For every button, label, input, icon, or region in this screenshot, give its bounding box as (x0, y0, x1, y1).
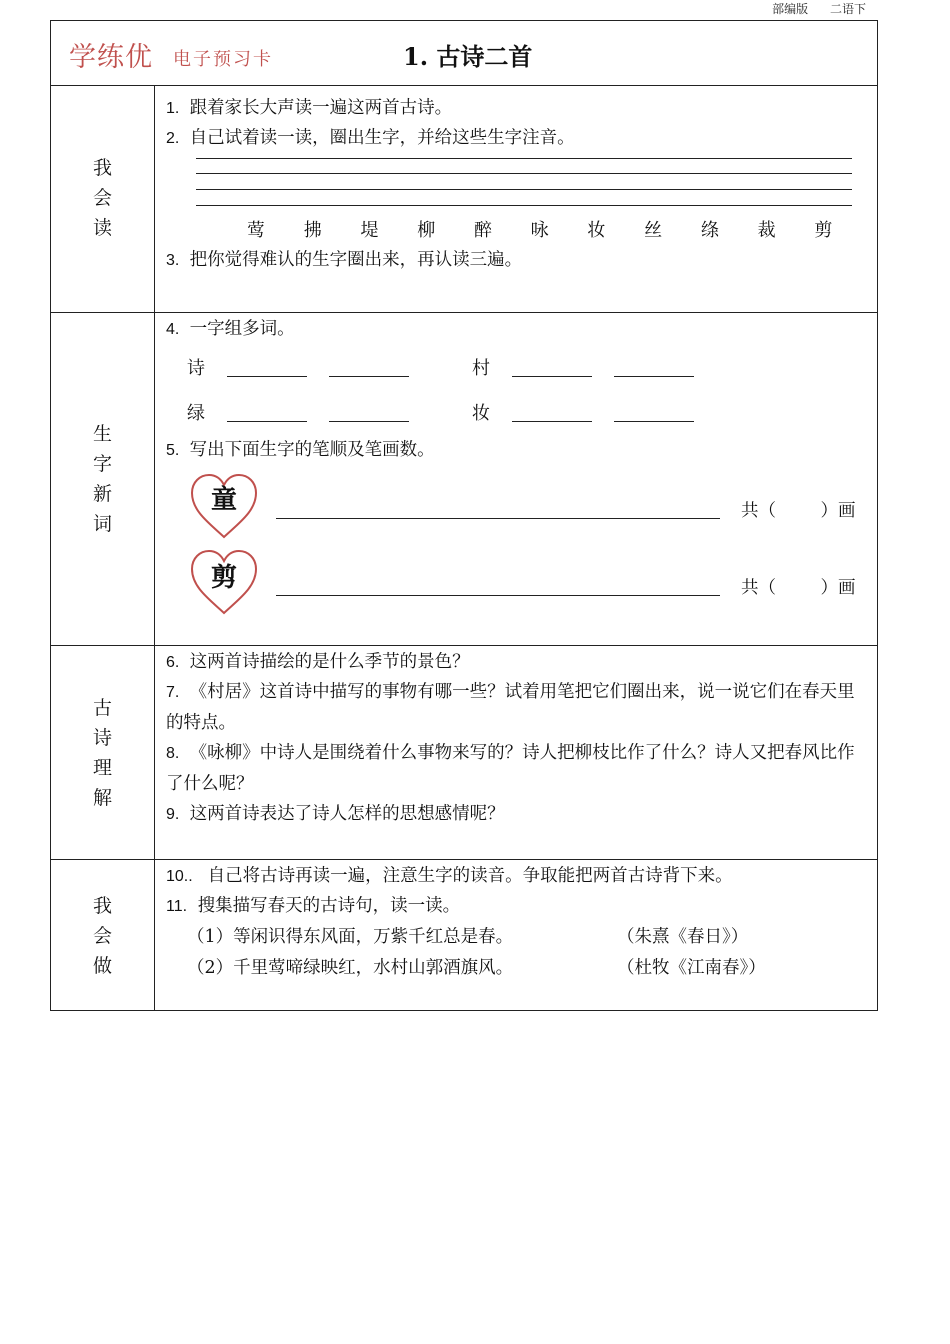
new-char: 绦 (700, 220, 719, 241)
answer-blank[interactable] (614, 376, 694, 377)
question-7: 7. 《村居》这首诗中描写的事物有哪一些？试着用笔把它们圈出来，说一说它们在春天里的特点。 (166, 682, 855, 733)
new-char: 莺 (247, 220, 265, 241)
question-6: 6. 这两首诗描绘的是什么季节的景色？ (166, 652, 470, 672)
new-characters (247, 216, 865, 242)
divider (51, 312, 877, 313)
poem-source: （杜牧《江南春》） (617, 958, 766, 978)
section-label-understand: 古 诗 理 解 (92, 697, 112, 809)
stroke-char: 童 (210, 485, 237, 515)
brand-subtitle: 电子预习卡 (173, 49, 273, 70)
question-10: 10.. 自己将古诗再读一遍，注意生字的读音。争取能把两首古诗背下来。 (166, 866, 733, 886)
question-9: 9. 这两首诗表达了诗人怎样的思想感情呢？ (166, 804, 505, 824)
new-char: 剪 (814, 220, 833, 241)
pinyin-line (196, 173, 852, 174)
word-char: 妆 (472, 403, 490, 424)
stroke-char: 剪 (210, 563, 237, 593)
poem-source: （朱熹《春日》） (617, 927, 749, 947)
stroke-count: 共（ ）画 (741, 501, 856, 521)
column-divider (154, 85, 155, 1010)
stroke-order-blank[interactable] (276, 518, 720, 519)
question-3: 3. 把你觉得难认的生字圈出来，再认读三遍。 (166, 250, 523, 270)
edition-label: 部编版 (772, 2, 809, 16)
new-char: 妆 (587, 220, 606, 241)
new-char: 咏 (530, 220, 549, 241)
stroke-count: 共（ ）画 (741, 578, 856, 598)
answer-blank[interactable] (227, 421, 307, 422)
new-char: 堤 (360, 220, 379, 241)
poem-line: （1）等闲识得东风面，万紫千红总是春。 (187, 927, 514, 947)
word-char: 诗 (187, 358, 205, 379)
new-char: 醉 (473, 220, 492, 241)
new-char: 柳 (417, 220, 436, 241)
divider (51, 645, 877, 646)
new-char: 裁 (757, 220, 776, 241)
answer-blank[interactable] (614, 421, 694, 422)
question-5: 5. 写出下面生字的笔顺及笔画数。 (166, 440, 435, 460)
pinyin-line (196, 205, 852, 206)
question-2: 2. 自己试着读一读，圈出生字，并给这些生字注音。 (166, 128, 575, 148)
question-4: 4. 一字组多词。 (166, 319, 295, 339)
section-label-read: 我 会 读 (92, 157, 112, 239)
pinyin-line (196, 189, 852, 190)
word-char: 村 (472, 358, 490, 379)
new-char: 丝 (644, 220, 663, 241)
worksheet-header (51, 21, 877, 85)
answer-blank[interactable] (329, 376, 409, 377)
page-title: 1. 古诗二首 (403, 42, 533, 71)
divider (51, 85, 877, 86)
new-char: 拂 (303, 220, 322, 241)
stroke-order-blank[interactable] (276, 595, 720, 596)
section-label-do: 我 会 做 (92, 895, 112, 977)
question-8: 8. 《咏柳》中诗人是围绕着什么事物来写的？诗人把柳枝比作了什么？诗人又把春风比作了什么呢？ (166, 743, 855, 794)
answer-blank[interactable] (227, 376, 307, 377)
answer-blank[interactable] (512, 376, 592, 377)
section-label-words: 生 字 新 词 (92, 423, 112, 535)
brand-logo: 学练优 (69, 42, 153, 73)
grade-label: 二语下 (829, 2, 866, 16)
page-header-meta (754, 0, 866, 17)
answer-blank[interactable] (512, 421, 592, 422)
divider (51, 859, 877, 860)
pinyin-line (196, 158, 852, 159)
question-11: 11. 搜集描写春天的古诗句，读一读。 (166, 896, 461, 916)
worksheet (50, 20, 878, 1011)
answer-blank[interactable] (329, 421, 409, 422)
word-char: 绿 (187, 403, 205, 424)
poem-line: （2）千里莺啼绿映红，水村山郭酒旗风。 (187, 958, 514, 978)
question-1: 1. 跟着家长大声读一遍这两首古诗。 (166, 98, 453, 118)
